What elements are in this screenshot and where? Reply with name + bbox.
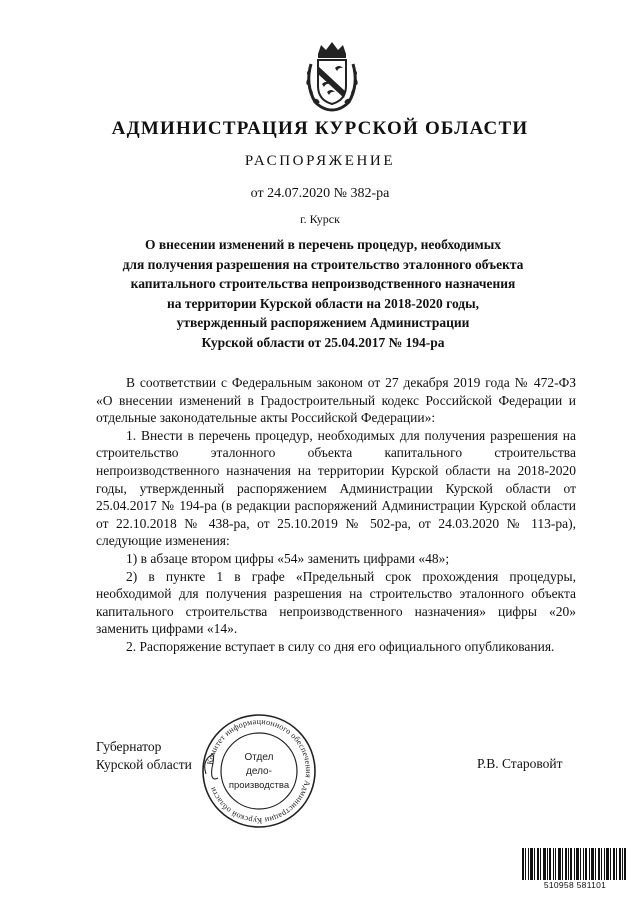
subject-line: для получения разрешения на строительство эталонного объекта [122, 256, 524, 272]
office-stamp [200, 712, 318, 830]
organization-title: АДМИНИСТРАЦИЯ КУРСКОЙ ОБЛАСТИ [111, 118, 529, 139]
subject-line: на территории Курской области на 2018-2020 годы, [166, 295, 480, 311]
signer-position-line: Курской области [96, 757, 192, 772]
document-city: г. Курск [300, 212, 340, 226]
body-paragraph-subitem-1: 1) в абзаце втором цифры «54» заменить цифрами «48»; [126, 550, 450, 566]
body-paragraph-preamble: В соответствии с Федеральным законом от 27 декабря 2019 года № 472-ФЗ «О внесении изменений в Градостроительный кодекс Российской Федерации и отдельные законодательные акты Российской Федерации»: [96, 375, 576, 426]
document-date-number: от 24.07.2020 № 382-ра [250, 186, 390, 201]
kursk-coat-of-arms-icon [303, 40, 361, 112]
barcode-number: 510958 581101 [543, 880, 607, 890]
document-type: РАСПОРЯЖЕНИЕ [244, 153, 396, 169]
signer-position-line: Губернатор [96, 739, 162, 754]
svg-text:производства: производства [228, 780, 290, 791]
subject-line: О внесении изменений в перечень процедур, необходимых [144, 237, 502, 252]
subject-line: Курской области от 25.04.2017 № 194-ра [201, 334, 445, 350]
subject-line: утвержденный распоряжением Администрации [176, 315, 470, 330]
document-subject [96, 235, 550, 352]
body-paragraph-item-1: 1. Внести в перечень процедур, необходимых для получения разрешения на строительство эталонного объекта капитального строительства непроизводственного назначения на территории Курской области на 2018-2020 годы, утвержденный распоряжением Администрации Курской области от 25.04.2017 № 194-ра (в редакции распоряжений Администрации Курской области от 22.10.2018 № 438-ра, от 25.10.2019 № 502-ра, от 24.03.2020 № 113-ра), следующие изменения: [96, 427, 576, 549]
subject-line: капитального строительства непроизводственного назначения [130, 276, 516, 291]
svg-text:Комитет информационного обеспе: Комитет информационного обеспечения Администрации Курской области [205, 716, 314, 826]
barcode-image [522, 848, 626, 880]
signer-name: Р.В. Старовойт [477, 756, 563, 771]
body-paragraph-item-2: 2. Распоряжение вступает в силу со дня его официального опубликования. [126, 638, 555, 654]
body-paragraph-subitem-2: 2) в пункте 1 в графе «Предельный срок прохождения процедуры, необходимой для получения разрешения на строительство эталонного объекта капитального строительства непроизводственного назначения» цифры «20» заменить цифрами «14». [96, 568, 576, 637]
svg-text:Отдел: Отдел [244, 752, 274, 763]
document-body [96, 374, 576, 656]
svg-text:дело-: дело- [246, 766, 272, 777]
